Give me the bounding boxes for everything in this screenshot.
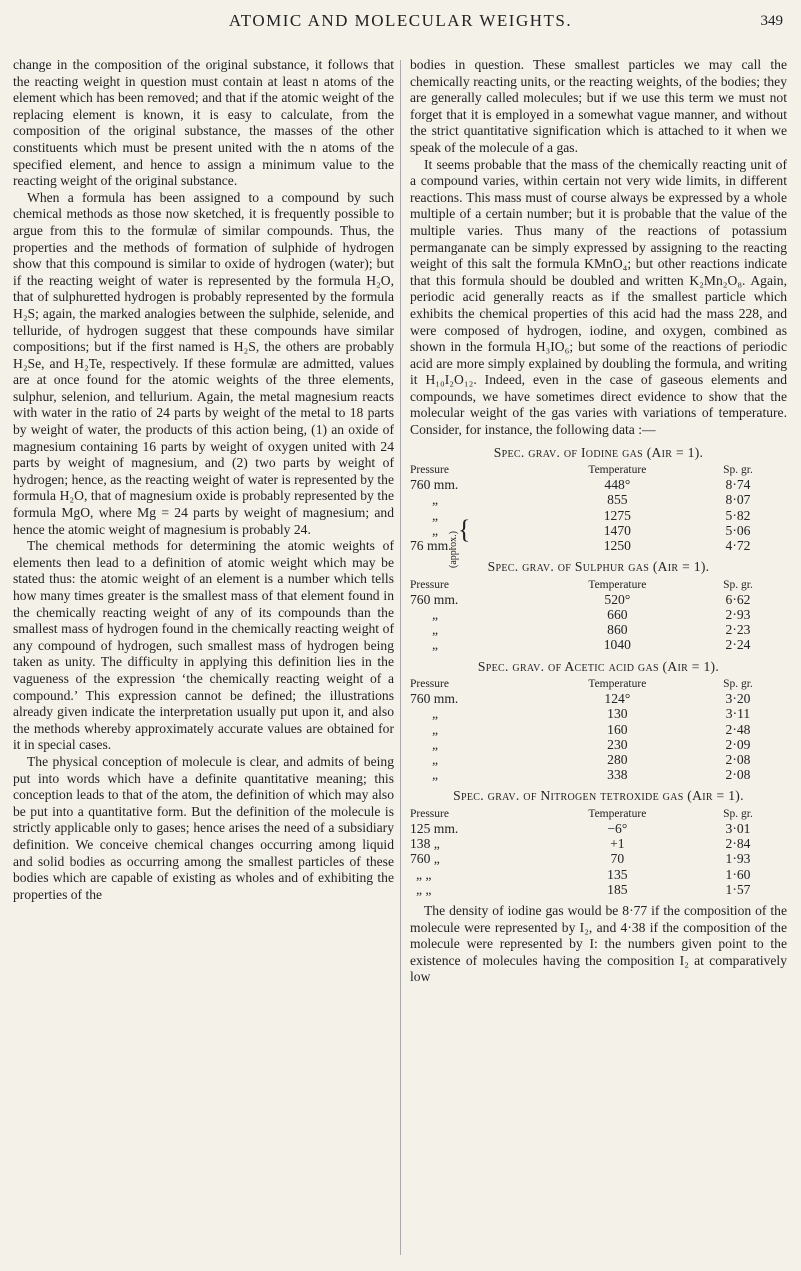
table-cell: 5·82 [725,507,751,523]
table-cell: „ [432,752,439,768]
table-cell: 70 [610,851,625,867]
column-header: Sp. gr. [723,578,753,591]
page-number: 349 [760,13,783,29]
table-cell: 280 [607,752,628,768]
table-cell: 6·62 [725,591,751,607]
table-cell: „ [432,721,439,737]
column-header: Temperature [588,578,647,591]
table-row [410,737,787,752]
column-divider [400,60,401,1255]
table-cell: 2·23 [725,622,751,638]
table-cell: 125 mm. [410,821,459,837]
table-cell: „ [432,767,439,783]
table-cell: 1040 [603,637,631,653]
table-cell: 855 [607,492,628,508]
table-row [410,752,787,767]
table-cell: „ [432,607,439,623]
table-cell: 3·01 [725,821,751,837]
table-row [410,508,787,523]
table-cell: 338 [607,767,628,783]
approx-note: (approx.) [448,530,459,568]
table-cell: 2·48 [725,721,751,737]
table-cell: 1·60 [725,866,751,882]
right-column [410,57,787,986]
table-cell: 185 [607,881,628,897]
table-cell: 1275 [603,507,631,523]
table-cell: 2·93 [725,607,751,623]
table-cell: 135 [607,866,628,882]
table-cell: 760 mm. [410,591,459,607]
column-header: Temperature [588,678,647,691]
table-row [410,691,787,706]
table-row [410,882,787,897]
table-cell: 760 mm. [410,691,459,707]
table-row [410,722,787,737]
table-title: Spec. grav. of Nitrogen tetroxide gas (Air = 1). [453,788,744,804]
table-cell: „ „ [416,881,432,897]
column-header: Pressure [410,678,449,691]
table-cell: 124° [604,691,631,707]
column-header: Pressure [410,464,449,477]
sulphur-table [410,579,787,653]
table-title: Spec. grav. of Sulphur gas (Air = 1). [487,559,710,575]
table-row [410,622,787,637]
table-cell: 760 „ [410,851,440,867]
table-cell: „ [432,706,439,722]
table-cell: 520° [604,591,631,607]
table-cell: 448° [604,477,631,493]
table-row [410,821,787,836]
running-head: ATOMIC AND MOLECULAR WEIGHTS. [228,11,573,30]
table-cell: „ „ [416,866,432,882]
table-cell: 3·11 [725,706,751,722]
ditto-mark: „ [432,507,439,523]
column-header: Pressure [410,578,449,591]
table-title: Spec. grav. of Iodine gas (Air = 1). [493,444,704,460]
paragraph: change in the composition of the original substance, it follows that the reacting weight in question must contain at least n atoms of the element which has been removed; and that if the atomic weight of the replacing element is known, it is easy to calculate, from the composition of the original substance, the masses of the other constituents which must be present united with the n atoms of the specified element, and hence to assign a minimum value to the reacting weight of the original substance. [13,57,394,189]
column-header: Sp. gr. [723,678,753,691]
table-cell: 1250 [603,538,631,554]
acetic-acid-table [410,678,787,782]
table-cell: „ [432,492,439,508]
table-title: Spec. grav. of Acetic acid gas (Air = 1). [477,658,720,674]
table-cell: 760 mm. [410,477,459,493]
column-header: Sp. gr. [723,464,753,477]
table-row [410,851,787,866]
column-header: Temperature [588,464,647,477]
table-row [410,767,787,782]
table-cell: „ [432,637,439,653]
table-cell: „ [432,736,439,752]
table-cell: −6° [607,821,628,837]
nitrogen-tetroxide-table [410,808,787,897]
column-header: Temperature [588,808,647,821]
table-cell: 76 mm. [410,538,452,554]
paragraph: The density of iodine gas would be 8·77 if the composition of the molecule were represented by I₂, and 4·38 if the composition of the molecule were represented by I: the numbers given point to the existence of molecules having the composition I₂ at comparatively low [410,903,787,985]
table-row [410,492,787,507]
table-cell: 8·74 [725,477,751,493]
table-row [410,592,787,607]
table-cell: 1470 [603,522,631,538]
table-cell: „ [432,622,439,638]
table-cell: 1·93 [725,851,751,867]
paragraph: When a formula has been assigned to a compound by such chemical methods as those now sketched, it is frequently possible to argue from this to the formulæ of similar compounds. Thus, the properties and the methods of formation of sulphide of hydrogen show that this compound is similar to oxide of hydrogen (water); but if the reacting weight of water is represented by the formula H₂O, that of sulphuretted hydrogen is probably represented by the formula H₂S; again, the marked analogies between the sulphide, selenide, and telluride, of hydrogen suggest that these compounds have similar compositions; but if the first named is H₂S, the others are probably H₂Se, and H₂Te, respectively. If these formulæ are admitted, values are at once found for the atomic weights of the three elements, sulphur, selenion, and tellurium. Again, the metal magnesium reacts with water in the ratio of 24 parts by weight of the metal to 18 parts by weight of water, the products of this action being, (1) an oxide of magnesium containing 16 parts by weight of oxygen united with 24 parts by weight of magnesium, and (2) two parts by weight of hydrogen; hence, as the reacting weight of water is represented by the formula H₂O, that of magnesium oxide is probably represented by the formula MgO, where Mg = 24 parts by weight of magnesium; and hence the atomic weight of magnesium is probably 24. [13,189,394,537]
table-row [410,477,787,492]
table-row [410,836,787,851]
table-row [410,706,787,721]
table-cell: 138 „ [410,836,440,852]
table-cell: 230 [607,736,628,752]
column-header: Sp. gr. [723,808,753,821]
table-cell: 160 [607,721,628,737]
table-row [410,867,787,882]
paragraph: The chemical methods for determining the atomic weights of elements then lead to a definition of atomic weight which may be stated thus: the atomic weight of an element is a number which tells how many times greater is the smallest mass of that element found in the chemically reacting weight of any of its compounds than the smallest mass of hydrogen found in the chemically reacting weight of any compound of hydrogen, such smallest mass of hydrogen being taken as unity. The difficulty in applying this definition lies in the vagueness of the expression ‘the chemically reacting weight of a compound.’ This expression cannot be defined; the illustrations already given indicate the interpretation usually put upon it, and also the methods whereby approximately accurate values are obtained for it in special cases. [13,538,394,753]
table-cell: 2·09 [725,736,751,752]
table-cell: 2·08 [725,752,751,768]
table-cell: 5·06 [725,522,751,538]
table-cell: 3·20 [725,691,751,707]
table-cell: 1·57 [725,881,751,897]
table-cell: 2·24 [725,637,751,653]
table-cell: 2·08 [725,767,751,783]
table-row [410,607,787,622]
column-header: Pressure [410,808,449,821]
paragraph: bodies in question. These smallest particles we may call the chemically reacting units, or the reacting weights, of the bodies; they are generally called molecules; but if we use this term we must not forget that it is employed in a somewhat vague manner, and without the strict quantitative signification which is attached to it when we speak of the molecule of a gas. [410,57,787,155]
paragraph: The physical conception of molecule is clear, and admits of being put into words which have a definite quantitative meaning; this conception leads to that of the atom, the definition of which may also be put into a quantitative form. But the definition of the molecule is strictly applicable only to gases; hence arises the need of a subsidiary definition. We conceive chemical changes occurring among liquid and solid bodies as occurring among the smallest particles of these bodies which are capable of existing as wholes and of exhibiting the properties of the [13,753,394,902]
table-cell: +1 [610,836,625,852]
table-cell: 660 [607,607,628,623]
table-cell: 8·07 [725,492,751,508]
table-row [410,637,787,652]
left-column [13,57,394,903]
table-cell: 2·84 [725,836,751,852]
table-cell: 4·72 [725,538,751,554]
brace: { [458,514,471,544]
paragraph: It seems probable that the mass of the chemically reacting unit of a compound varies, within certain not very wide limits, in different reactions. This mass must of course always be expressed by a whole multiple of a certain number; but it is probable that the value of the multiple varies. Thus many of the reactions of potassium permanganate can be simply expressed by assigning to the reacting weight of this salt the formula KMnO₄; but other reactions indicate that this formula should be doubled and written K₂Mn₂O₈. Again, periodic acid generally reacts as if the smallest particle which exhibits the chemical properties of this acid had the mass 228, and were composed of hydrogen, iodine, and oxygen, combined as shown in the formula H₃IO₆; but some of the reactions of periodic acid are more simply explained by doubling the formula, and writing it H₁₀I₂O₁₂. Indeed, even in the case of gaseous elements and compounds, we have sometimes direct evidence to show that the molecular weight of the gas varies with variations of temperature. Consider, for instance, the following data :— [410,156,787,438]
table-cell: „ [432,522,439,538]
table-cell: 860 [607,622,628,638]
table-cell: 130 [607,706,628,722]
page-header [0,8,801,36]
